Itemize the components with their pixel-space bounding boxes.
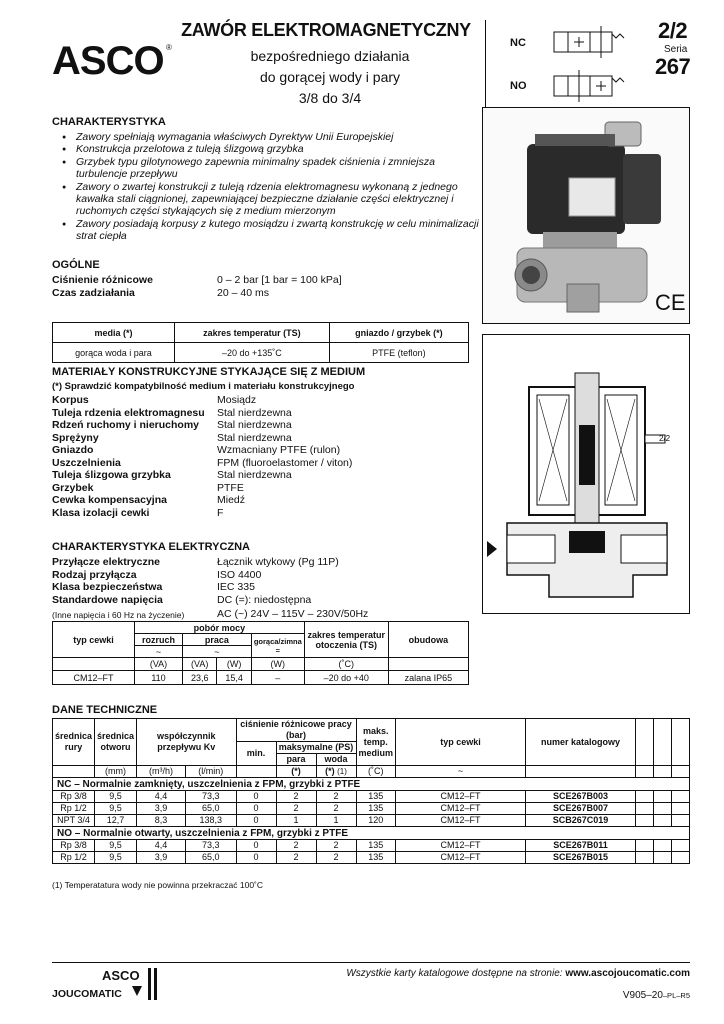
ce-mark: CE — [655, 290, 686, 315]
electric-value: ISO 4400 — [217, 568, 262, 581]
table-cell: 4,4 — [137, 840, 186, 852]
material-key: Uszczelnienia — [52, 456, 121, 469]
table-cell: 73,3 — [185, 840, 236, 852]
table-cell: Rp 1/2 — [53, 852, 95, 864]
blank-col — [654, 803, 672, 815]
media-header: media (*) — [53, 323, 175, 343]
table-cell: 2 — [276, 852, 316, 864]
material-key: Sprężyny — [52, 431, 99, 444]
blank-col — [654, 791, 672, 803]
table-cell: 1 — [276, 815, 316, 827]
blank-col — [672, 815, 690, 827]
svg-text:2/2: 2/2 — [659, 434, 671, 443]
unit: (W) — [217, 658, 251, 671]
ogolne-key: Ciśnienie różnicowe — [52, 274, 153, 286]
table-cell: 73,3 — [185, 791, 236, 803]
ogolne-list — [52, 274, 482, 299]
blank-col — [672, 719, 690, 766]
elektryczna-heading: CHARAKTERYSTYKA ELEKTRYCZNA — [52, 541, 250, 553]
svg-text:®: ® — [166, 43, 172, 52]
nc-rows — [53, 791, 690, 827]
table-cell: 12,7 — [95, 815, 137, 827]
blank-col — [636, 791, 654, 803]
seat-header: gniazdo / grzybek (*) — [329, 323, 468, 343]
h-temp: maks. temp. medium — [356, 719, 396, 766]
no-group-row: NO – Normalnie otwarty, uszczelnienia z FPM, grzybki z PTFE — [53, 827, 690, 840]
material-key: Tuleja rdzenia elektromagnesu — [52, 406, 205, 419]
ogolne-heading: OGÓLNE — [52, 259, 100, 271]
table-cell: 120 — [356, 815, 396, 827]
materialy-list — [52, 394, 482, 519]
table-cell: 135 — [356, 852, 396, 864]
table-cell: SCE267B003 — [526, 791, 636, 803]
elektryczna-list — [52, 556, 482, 606]
blank-col — [654, 719, 672, 766]
dane-table — [52, 718, 690, 864]
material-key: Korpus — [52, 394, 89, 406]
zakres-header: zakres temperatur otoczenia (TS) — [304, 622, 388, 658]
coil-cell: 15,4 — [217, 671, 251, 685]
blank-col — [654, 766, 672, 778]
table-cell: 9,5 — [95, 852, 137, 864]
seria-label: Seria — [664, 44, 688, 55]
unit-blank — [236, 766, 276, 778]
table-cell: Rp 3/8 — [53, 840, 95, 852]
table-cell: 135 — [356, 840, 396, 852]
blank-col — [636, 766, 654, 778]
table-cell: 65,0 — [185, 852, 236, 864]
blank-col — [636, 852, 654, 864]
material-value: Stal nierdzewna — [217, 419, 292, 431]
cross-section-drawing — [483, 335, 689, 613]
table-cell: 138,3 — [185, 815, 236, 827]
material-key: Gniazdo — [52, 444, 94, 456]
rozruch-header: rozruch — [135, 634, 183, 646]
table-cell: SCE267B015 — [526, 852, 636, 864]
table-cell: 2 — [316, 791, 356, 803]
h-srednica-otworu: średnica otworu — [95, 719, 137, 766]
features-list — [62, 131, 480, 243]
unit-blank — [388, 658, 468, 671]
table-cell: 2 — [276, 803, 316, 815]
unit: (l/min) — [185, 766, 236, 778]
h-max: maksymalne (PS) — [276, 742, 356, 754]
asco-logo-text: ASCO — [52, 39, 164, 80]
ogolne-key: Czas zadziałania — [52, 286, 135, 299]
table-cell: CM12–FT — [396, 840, 526, 852]
blank-col — [654, 815, 672, 827]
unit-star: (*) — [276, 766, 316, 778]
table-row — [53, 852, 690, 864]
ogolne-value: 20 – 40 ms — [217, 286, 269, 299]
coil-cell: 110 — [135, 671, 183, 685]
media-table — [52, 322, 469, 363]
document-code: V905–20–PL–R5 — [622, 990, 690, 1001]
table-cell: CM12–FT — [396, 791, 526, 803]
h-kv: współczynnik przepływu Kv — [137, 719, 236, 766]
page-title: ZAWÓR ELEKTROMAGNETYCZNY — [181, 20, 471, 40]
material-key: Rdzeń ruchomy i nieruchomy — [52, 419, 200, 431]
coil-cell: 23,6 — [183, 671, 217, 685]
dane-footnote: (1) Temperatatura wody nie powinna przekraczać 100˚C — [52, 880, 264, 890]
table-cell: 9,5 — [95, 803, 137, 815]
table-cell: 0 — [236, 852, 276, 864]
media-value: gorąca woda i para — [53, 343, 175, 363]
h-min: min. — [236, 742, 276, 766]
seria-number: 267 — [655, 54, 691, 79]
coil-cell: –20 do +40 — [304, 671, 388, 685]
valve-cross-section — [482, 334, 690, 614]
table-cell: 135 — [356, 791, 396, 803]
electric-value: IEC 335 — [217, 581, 255, 593]
material-value: Stal nierdzewna — [217, 469, 292, 481]
no-rows — [53, 840, 690, 864]
h-srednica-rury: średnica rury — [53, 719, 95, 766]
material-value: Stal nierdzewna — [217, 406, 292, 419]
h-para: para — [276, 754, 316, 766]
materialy-heading: MATERIAŁY KONSTRUKCYJNE STYKAJĄCE SIĘ Z MEDIUM — [52, 366, 366, 378]
coil-table — [52, 621, 469, 685]
table-cell: Rp 1/2 — [53, 803, 95, 815]
blank-col — [654, 852, 672, 864]
table-cell: 1 — [316, 815, 356, 827]
dane-heading: DANE TECHNICZNE — [52, 704, 158, 716]
unit: (mm) — [95, 766, 137, 778]
table-cell: 2 — [316, 852, 356, 864]
blank-col — [672, 766, 690, 778]
footer-brand-asco: ASCO — [102, 968, 140, 983]
table-cell: CM12–FT — [396, 852, 526, 864]
unit: (˚C) — [356, 766, 396, 778]
feature-item: ● Grzybek typu gilotynowego zapewnia minimalny spadek ciśnienia i zmniejsza turbulencje przepływu — [62, 156, 480, 181]
blank-col — [672, 791, 690, 803]
temp-value: –20 do +135˚C — [174, 343, 329, 363]
table-cell: SCE267B011 — [526, 840, 636, 852]
h-typ: typ cewki — [396, 719, 526, 766]
table-row — [53, 791, 690, 803]
coil-cell: – — [251, 671, 304, 685]
material-value: Mosiądz — [217, 394, 257, 406]
asco-logo — [52, 38, 174, 80]
material-key: Klasa izolacji cewki — [52, 506, 150, 519]
unit: (VA) — [183, 658, 217, 671]
table-row — [53, 815, 690, 827]
seat-value: PTFE (teflon) — [329, 343, 468, 363]
table-cell: 0 — [236, 791, 276, 803]
electric-value: DC (=): niedostępna — [217, 593, 312, 606]
table-row — [53, 803, 690, 815]
material-value: Wzmacniany PTFE (rulon) — [217, 444, 341, 456]
electric-key: Klasa bezpieczeństwa — [52, 581, 163, 593]
no-valve-symbol-icon — [548, 68, 628, 104]
h-cisnienie: ciśnienie różnicowe pracy (bar) — [236, 719, 356, 742]
blank-col — [672, 852, 690, 864]
unit: (VA) — [135, 658, 183, 671]
blank-col — [654, 840, 672, 852]
coil-cell: CM12–FT — [53, 671, 135, 685]
material-value: FPM (fluoroelastomer / viton) — [217, 456, 353, 469]
nc-group-row: NC – Normalnie zamknięty, uszczelnienia z FPM, grzybki z PTFE — [53, 778, 690, 791]
header-divider — [485, 20, 486, 108]
blank-col — [636, 803, 654, 815]
table-cell: Rp 3/8 — [53, 791, 95, 803]
h-woda: woda — [316, 754, 356, 766]
typ-cewki-header: typ cewki — [53, 622, 135, 658]
table-cell: SCE267B007 — [526, 803, 636, 815]
table-cell: CM12–FT — [396, 815, 526, 827]
table-cell: 8,3 — [137, 815, 186, 827]
blank-col — [636, 815, 654, 827]
ogolne-value: 0 – 2 bar [1 bar = 100 kPa] — [217, 274, 342, 286]
table-cell: 4,4 — [137, 791, 186, 803]
unit-star-fn: (*) (1) — [316, 766, 356, 778]
subtitle-line-3: 3/8 do 3/4 — [298, 90, 362, 106]
temp-header: zakres temperatur (TS) — [174, 323, 329, 343]
material-key: Tuleja ślizgowa grzybka — [52, 469, 171, 481]
nc-valve-symbol-icon — [548, 24, 628, 60]
table-cell: 2 — [316, 840, 356, 852]
coil-cell: zalana IP65 — [388, 671, 468, 685]
table-cell: CM12–FT — [396, 803, 526, 815]
table-cell: 0 — [236, 815, 276, 827]
unit-blank — [53, 658, 135, 671]
nc-label: NC — [510, 37, 526, 49]
ac-symbol: ~ — [183, 646, 252, 658]
subtitle-line-1: bezpośredniego działania — [250, 48, 410, 64]
footer-text: Wszystkie karty katalogowe dostępne na stronie: www.ascojoucomatic.com — [346, 968, 690, 979]
table-cell: 0 — [236, 803, 276, 815]
charakterystyka-heading: CHARAKTERYSTYKA — [52, 116, 166, 128]
blank-col — [672, 840, 690, 852]
blank-col — [636, 719, 654, 766]
asco-joucomatic-logo — [52, 966, 162, 1002]
pobor-header: pobór mocy — [135, 622, 305, 634]
table-cell: 2 — [316, 803, 356, 815]
table-cell: SCB267C019 — [526, 815, 636, 827]
unit-blank — [526, 766, 636, 778]
feature-item: ● Zawory posiadają korpusy z kutego mosiądzu i zwartą konstrukcję w celu minimalizacji strat ciepła — [62, 218, 480, 243]
table-cell: 9,5 — [95, 840, 137, 852]
footer-divider — [52, 962, 690, 963]
ways-code: 2/2 — [658, 18, 688, 43]
h-nr: numer katalogowy — [526, 719, 636, 766]
electric-value: Łącznik wtykowy (Pg 11P) — [217, 556, 339, 568]
electric-key: Standardowe napięcia — [52, 593, 163, 606]
table-cell: 65,0 — [185, 803, 236, 815]
material-value: F — [217, 506, 224, 519]
unit: (W) — [251, 658, 304, 671]
unit-blank — [53, 766, 95, 778]
materialy-note: (*) Sprawdzić kompatybilność medium i materiału konstrukcyjnego — [52, 381, 355, 392]
material-value: Miedź — [217, 494, 246, 506]
table-cell: 0 — [236, 840, 276, 852]
obudowa-header: obudowa — [388, 622, 468, 658]
blank-col — [672, 803, 690, 815]
material-key: Cewka kompensacyjna — [52, 494, 167, 506]
material-key: Grzybek — [52, 481, 94, 494]
feature-item: ● Zawory spełniają wymagania właściwych Dyrektyw Unii Europejskiej — [62, 131, 480, 143]
table-cell: 3,9 — [137, 852, 186, 864]
feature-item: ● Zawory o zwartej konstrukcji z tuleją rdzenia elektromagnesu wykonaną z jednego kawałka stali ciągnionej, zapewniającej bezpieczne działanie części elektrycznej i ruchomych części stykających się z medium mierzonym — [62, 181, 480, 218]
goraca-header: gorąca/zimna = — [251, 634, 304, 658]
ac-voltages: AC (~) 24V – 115V – 230V/50Hz — [217, 608, 369, 620]
table-cell: NPT 3/4 — [53, 815, 95, 827]
electric-key: Przyłącze elektryczne — [52, 556, 160, 568]
blank-col — [636, 840, 654, 852]
no-label: NO — [510, 80, 527, 92]
ac-symbol: ~ — [135, 646, 183, 658]
table-cell: 2 — [276, 791, 316, 803]
unit: ~ — [396, 766, 526, 778]
table-cell: 9,5 — [95, 791, 137, 803]
material-value: PTFE — [217, 481, 244, 494]
footer-brand-joucomatic: JOUCOMATIC — [52, 988, 122, 1000]
footer-url[interactable]: www.ascojoucomatic.com — [565, 968, 690, 979]
table-cell: 135 — [356, 803, 396, 815]
material-value: Stal nierdzewna — [217, 431, 292, 444]
feature-item: ● Konstrukcja przelotowa z tuleją ślizgową grzybka — [62, 143, 480, 155]
table-cell: 2 — [276, 840, 316, 852]
praca-header: praca — [183, 634, 252, 646]
unit: (m³/h) — [137, 766, 186, 778]
table-cell: 3,9 — [137, 803, 186, 815]
electric-key: Rodzaj przyłącza — [52, 568, 137, 581]
subtitle-line-2: do gorącej wody i pary — [259, 69, 401, 85]
table-row — [53, 840, 690, 852]
unit: (˚C) — [304, 658, 388, 671]
other-voltages-note: (Inne napięcia i 60 Hz na życzenie) — [52, 610, 185, 620]
